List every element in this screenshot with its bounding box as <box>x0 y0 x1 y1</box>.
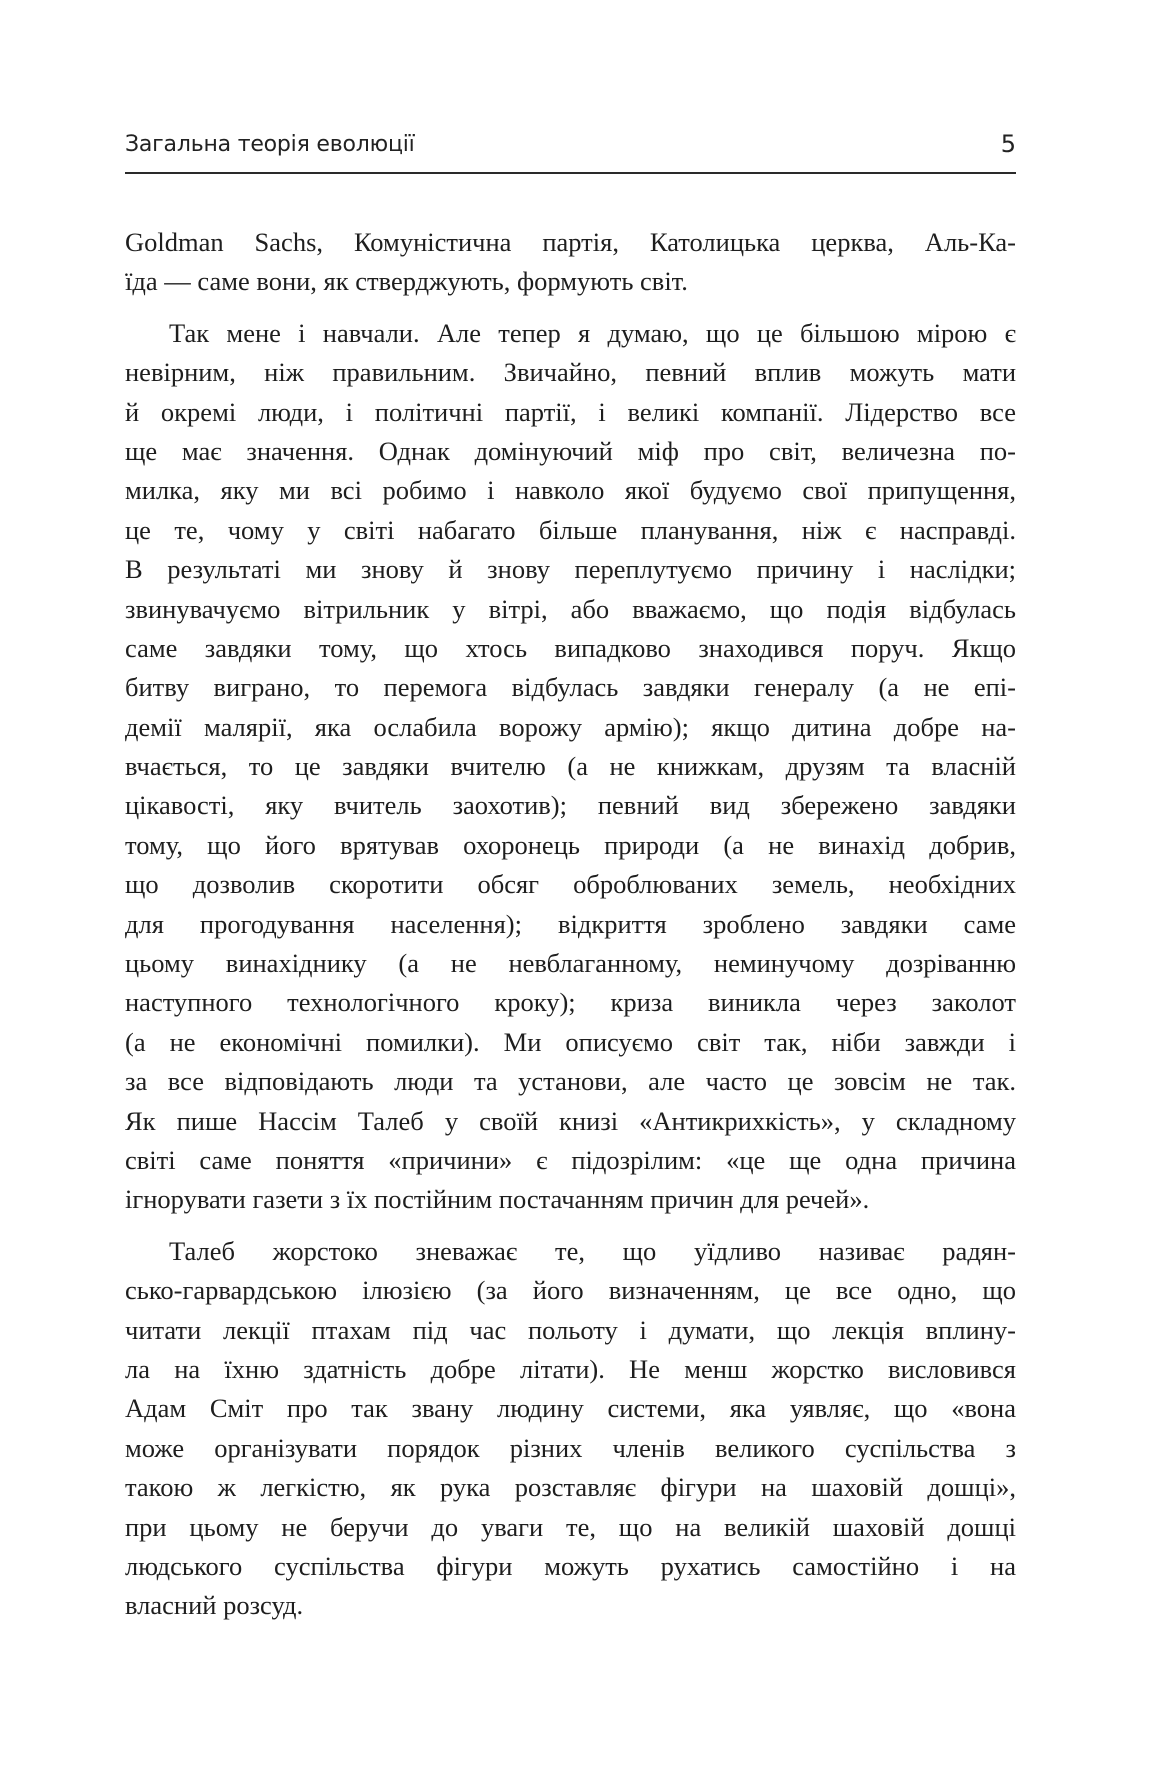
text-line: цьому винахіднику (а не невблаганному, неминучому дозріванню <box>125 948 1016 979</box>
text-line: Адам Сміт про так звану людину системи, яка уявляє, що «вона <box>125 1393 1016 1424</box>
text-line: Так мене і навчали. Але тепер я думаю, що це більшою мірою є <box>169 317 1016 348</box>
text-line: (а не економічні помилки). Ми описуємо світ так, ніби завжди і <box>125 1026 1016 1057</box>
text-line: вчається, то це завдяки вчителю (а не книжкам, друзям та власній <box>125 751 1016 782</box>
text-line: демії малярії, яка ослабила ворожу армію); якщо дитина добре на- <box>125 711 1016 742</box>
text-line: звинувачуємо вітрильник у вітрі, або вважаємо, що подія відбулась <box>125 593 1016 624</box>
running-header <box>125 128 1016 174</box>
text-line: битву виграно, то перемога відбулась завдяки генералу (а не епі- <box>125 672 1016 703</box>
text-line: світі саме поняття «причини» є підозрілим: «це ще одна причина <box>125 1144 1016 1175</box>
body-text <box>125 223 1016 1626</box>
page-number: 5 <box>1000 130 1016 158</box>
text-line: сько-гарвардською ілюзією (за його визначенням, це все одно, що <box>125 1275 1016 1306</box>
text-line: власний розсуд. <box>125 1590 304 1621</box>
text-line: може організувати порядок різних членів великого суспільства з <box>125 1432 1016 1463</box>
text-line: саме завдяки тому, що хтось випадково знаходився поруч. Якщо <box>125 632 1016 663</box>
text-line: В результаті ми знову й знову переплутуємо причину і наслідки; <box>125 554 1016 585</box>
text-line: Талеб жорстоко зневажає те, що уїдливо називає радян- <box>169 1235 1016 1266</box>
text-line: Як пише Нассім Талеб у своїй книзі «Антикрихкість», у складному <box>125 1105 1016 1136</box>
text-line: для прогодування населення); відкриття зроблено завдяки саме <box>125 908 1016 939</box>
text-line: це те, чому у світі набагато більше планування, ніж є насправді. <box>125 514 1016 545</box>
text-line: тому, що його врятував охоронець природи (а не винахід добрив, <box>125 829 1016 860</box>
text-line: читати лекції птахам під час польоту і думати, що лекція вплину- <box>125 1314 1016 1345</box>
text-line: ла на їхню здатність добре літати). Не менш жорстко висловився <box>125 1353 1016 1384</box>
paragraph <box>125 223 1016 302</box>
chapter-title: Загальна теорія еволюції <box>125 132 415 157</box>
paragraph <box>125 314 1016 1220</box>
text-line: такою ж легкістю, як рука розставляє фігури на шаховій дошці», <box>125 1472 1016 1503</box>
text-line: їда — саме вони, як стверджують, формують світ. <box>125 266 688 297</box>
paragraph <box>125 1232 1016 1626</box>
text-line: милка, яку ми всі робимо і навколо якої будуємо свої припущення, <box>125 475 1016 506</box>
text-line: цікавості, яку вчитель заохотив); певний вид збережено завдяки <box>125 790 1016 821</box>
text-line: людського суспільства фігури можуть рухатись самостійно і на <box>125 1550 1016 1581</box>
text-line: ще має значення. Однак домінуючий міф про світ, величезна по- <box>125 435 1016 466</box>
text-line: при цьому не беручи до уваги те, що на великій шаховій дошці <box>125 1511 1016 1542</box>
text-line: що дозволив скоротити обсяг оброблюваних земель, необхідних <box>125 869 1016 900</box>
text-line: наступного технологічного кроку); криза виникла через заколот <box>125 987 1016 1018</box>
text-line: ігнорувати газети з їх постійним постачанням причин для речей». <box>125 1184 870 1215</box>
text-line: невірним, ніж правильним. Звичайно, певний вплив можуть мати <box>125 357 1016 388</box>
text-line: за все відповідають люди та установи, але часто це зовсім не так. <box>125 1066 1016 1097</box>
text-line: Goldman Sachs, Комуністична партія, Католицька церква, Аль-Ка- <box>125 227 1016 257</box>
text-line: й окремі люди, і політичні партії, і великі компанії. Лідерство все <box>125 396 1016 427</box>
